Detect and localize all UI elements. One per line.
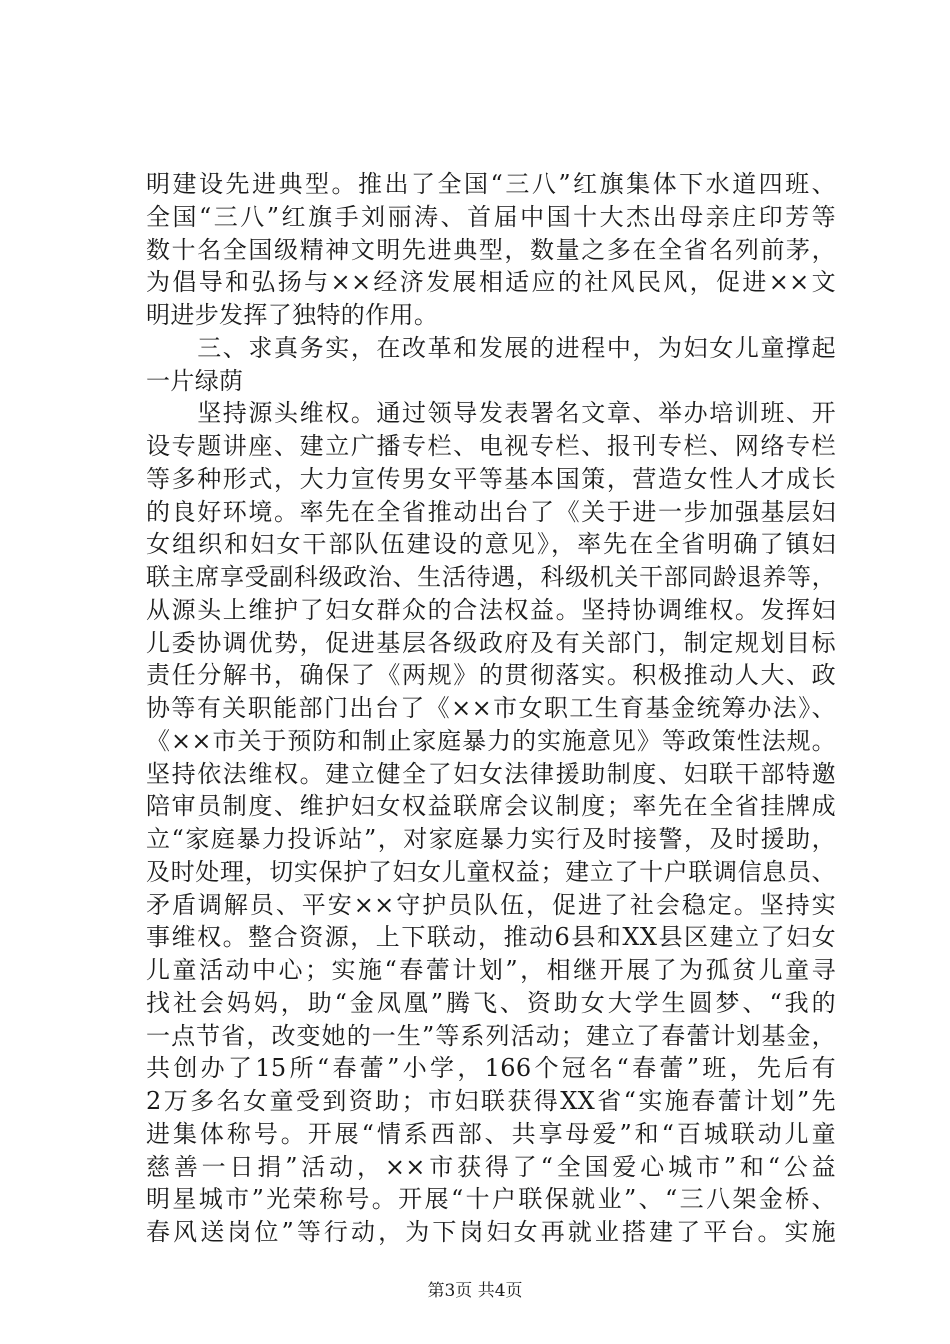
text-line: 儿童活动中心；实施“春蕾计划”，相继开展了为孤贫儿童寻 — [146, 956, 836, 984]
text-line: 联主席享受副科级政治、生活待遇，科级机关干部同龄退养等， — [146, 563, 836, 591]
text-line: 事维权。整合资源，上下联动，推动6县和XX县区建立了妇女 — [146, 923, 836, 952]
text-line: 春风送岗位”等行动，为下岗妇女再就业搭建了平台。实施 — [146, 1218, 836, 1246]
text-line: 找社会妈妈，助“金凤凰”腾飞、资助女大学生圆梦、“我的 — [146, 988, 836, 1017]
text-line: 从源头上维护了妇女群众的合法权益。坚持协调维权。发挥妇 — [146, 595, 836, 624]
page-footer: 第3页 共4页 — [427, 1281, 523, 1301]
text-line: 矛盾调解员、平安××守护员队伍，促进了社会稳定。坚持实 — [146, 890, 836, 919]
text-line: 全国“三八”红旗手刘丽涛、首届中国十大杰出母亲庄印芳等 — [146, 202, 836, 231]
text-line: 坚持源头维权。通过领导发表署名文章、举办培训班、开 — [146, 399, 836, 428]
body-text — [146, 168, 836, 1249]
text-line: 《××市关于预防和制止家庭暴力的实施意见》等政策性法规。 — [146, 726, 836, 755]
text-line: 2万多名女童受到资助；市妇联获得XX省“实施春蕾计划”先 — [146, 1087, 836, 1115]
text-line: 坚持依法维权。建立健全了妇女法律援助制度、妇联干部特邀 — [146, 759, 836, 788]
text-line: 为倡导和弘扬与××经济发展相适应的社风民风，促进××文 — [146, 268, 836, 297]
text-line: 慈善一日捐”活动，××市获得了“全国爱心城市”和“公益 — [146, 1152, 836, 1181]
text-line: 明建设先进典型。推出了全国“三八”红旗集体下水道四班、 — [146, 170, 836, 198]
text-line: 明进步发挥了独特的作用。 — [146, 301, 439, 329]
text-line: 协等有关职能部门出台了《××市女职工生育基金统筹办法》、 — [146, 694, 836, 722]
text-line: 进集体称号。开展“情系西部、共享母爱”和“百城联动儿童 — [146, 1119, 836, 1148]
text-line: 一点节省，改变她的一生”等系列活动；建立了春蕾计划基金， — [146, 1021, 836, 1050]
text-line: 数十名全国级精神文明先进典型，数量之多在全省名列前茅， — [146, 235, 836, 264]
text-line: 责任分解书，确保了《两规》的贯彻落实。积极推动人大、政 — [146, 661, 836, 690]
text-line: 共创办了15所“春蕾”小学，166个冠名“春蕾”班，先后有 — [146, 1054, 836, 1083]
text-line: 及时处理，切实保护了妇女儿童权益；建立了十户联调信息员、 — [146, 857, 836, 886]
text-line: 儿委协调优势，促进基层各级政府及有关部门，制定规划目标 — [146, 628, 836, 657]
text-line: 立“家庭暴力投诉站”，对家庭暴力实行及时接警，及时援助， — [146, 825, 836, 853]
text-line: 陪审员制度、维护妇女权益联席会议制度；率先在全省挂牌成 — [146, 792, 836, 821]
text-line: 一片绿荫 — [146, 366, 244, 395]
text-line: 的良好环境。率先在全省推动出台了《关于进一步加强基层妇 — [146, 497, 836, 526]
text-line: 明星城市”光荣称号。开展“十户联保就业”、“三八架金桥、 — [146, 1185, 836, 1214]
text-line: 女组织和妇女干部队伍建设的意见》，率先在全省明确了镇妇 — [146, 530, 836, 559]
text-line: 等多种形式，大力宣传男女平等基本国策，营造女性人才成长 — [146, 464, 836, 493]
text-line: 三、求真务实，在改革和发展的进程中，为妇女儿童撑起 — [146, 333, 836, 362]
text-line: 设专题讲座、建立广播专栏、电视专栏、报刊专栏、网络专栏 — [146, 432, 836, 460]
